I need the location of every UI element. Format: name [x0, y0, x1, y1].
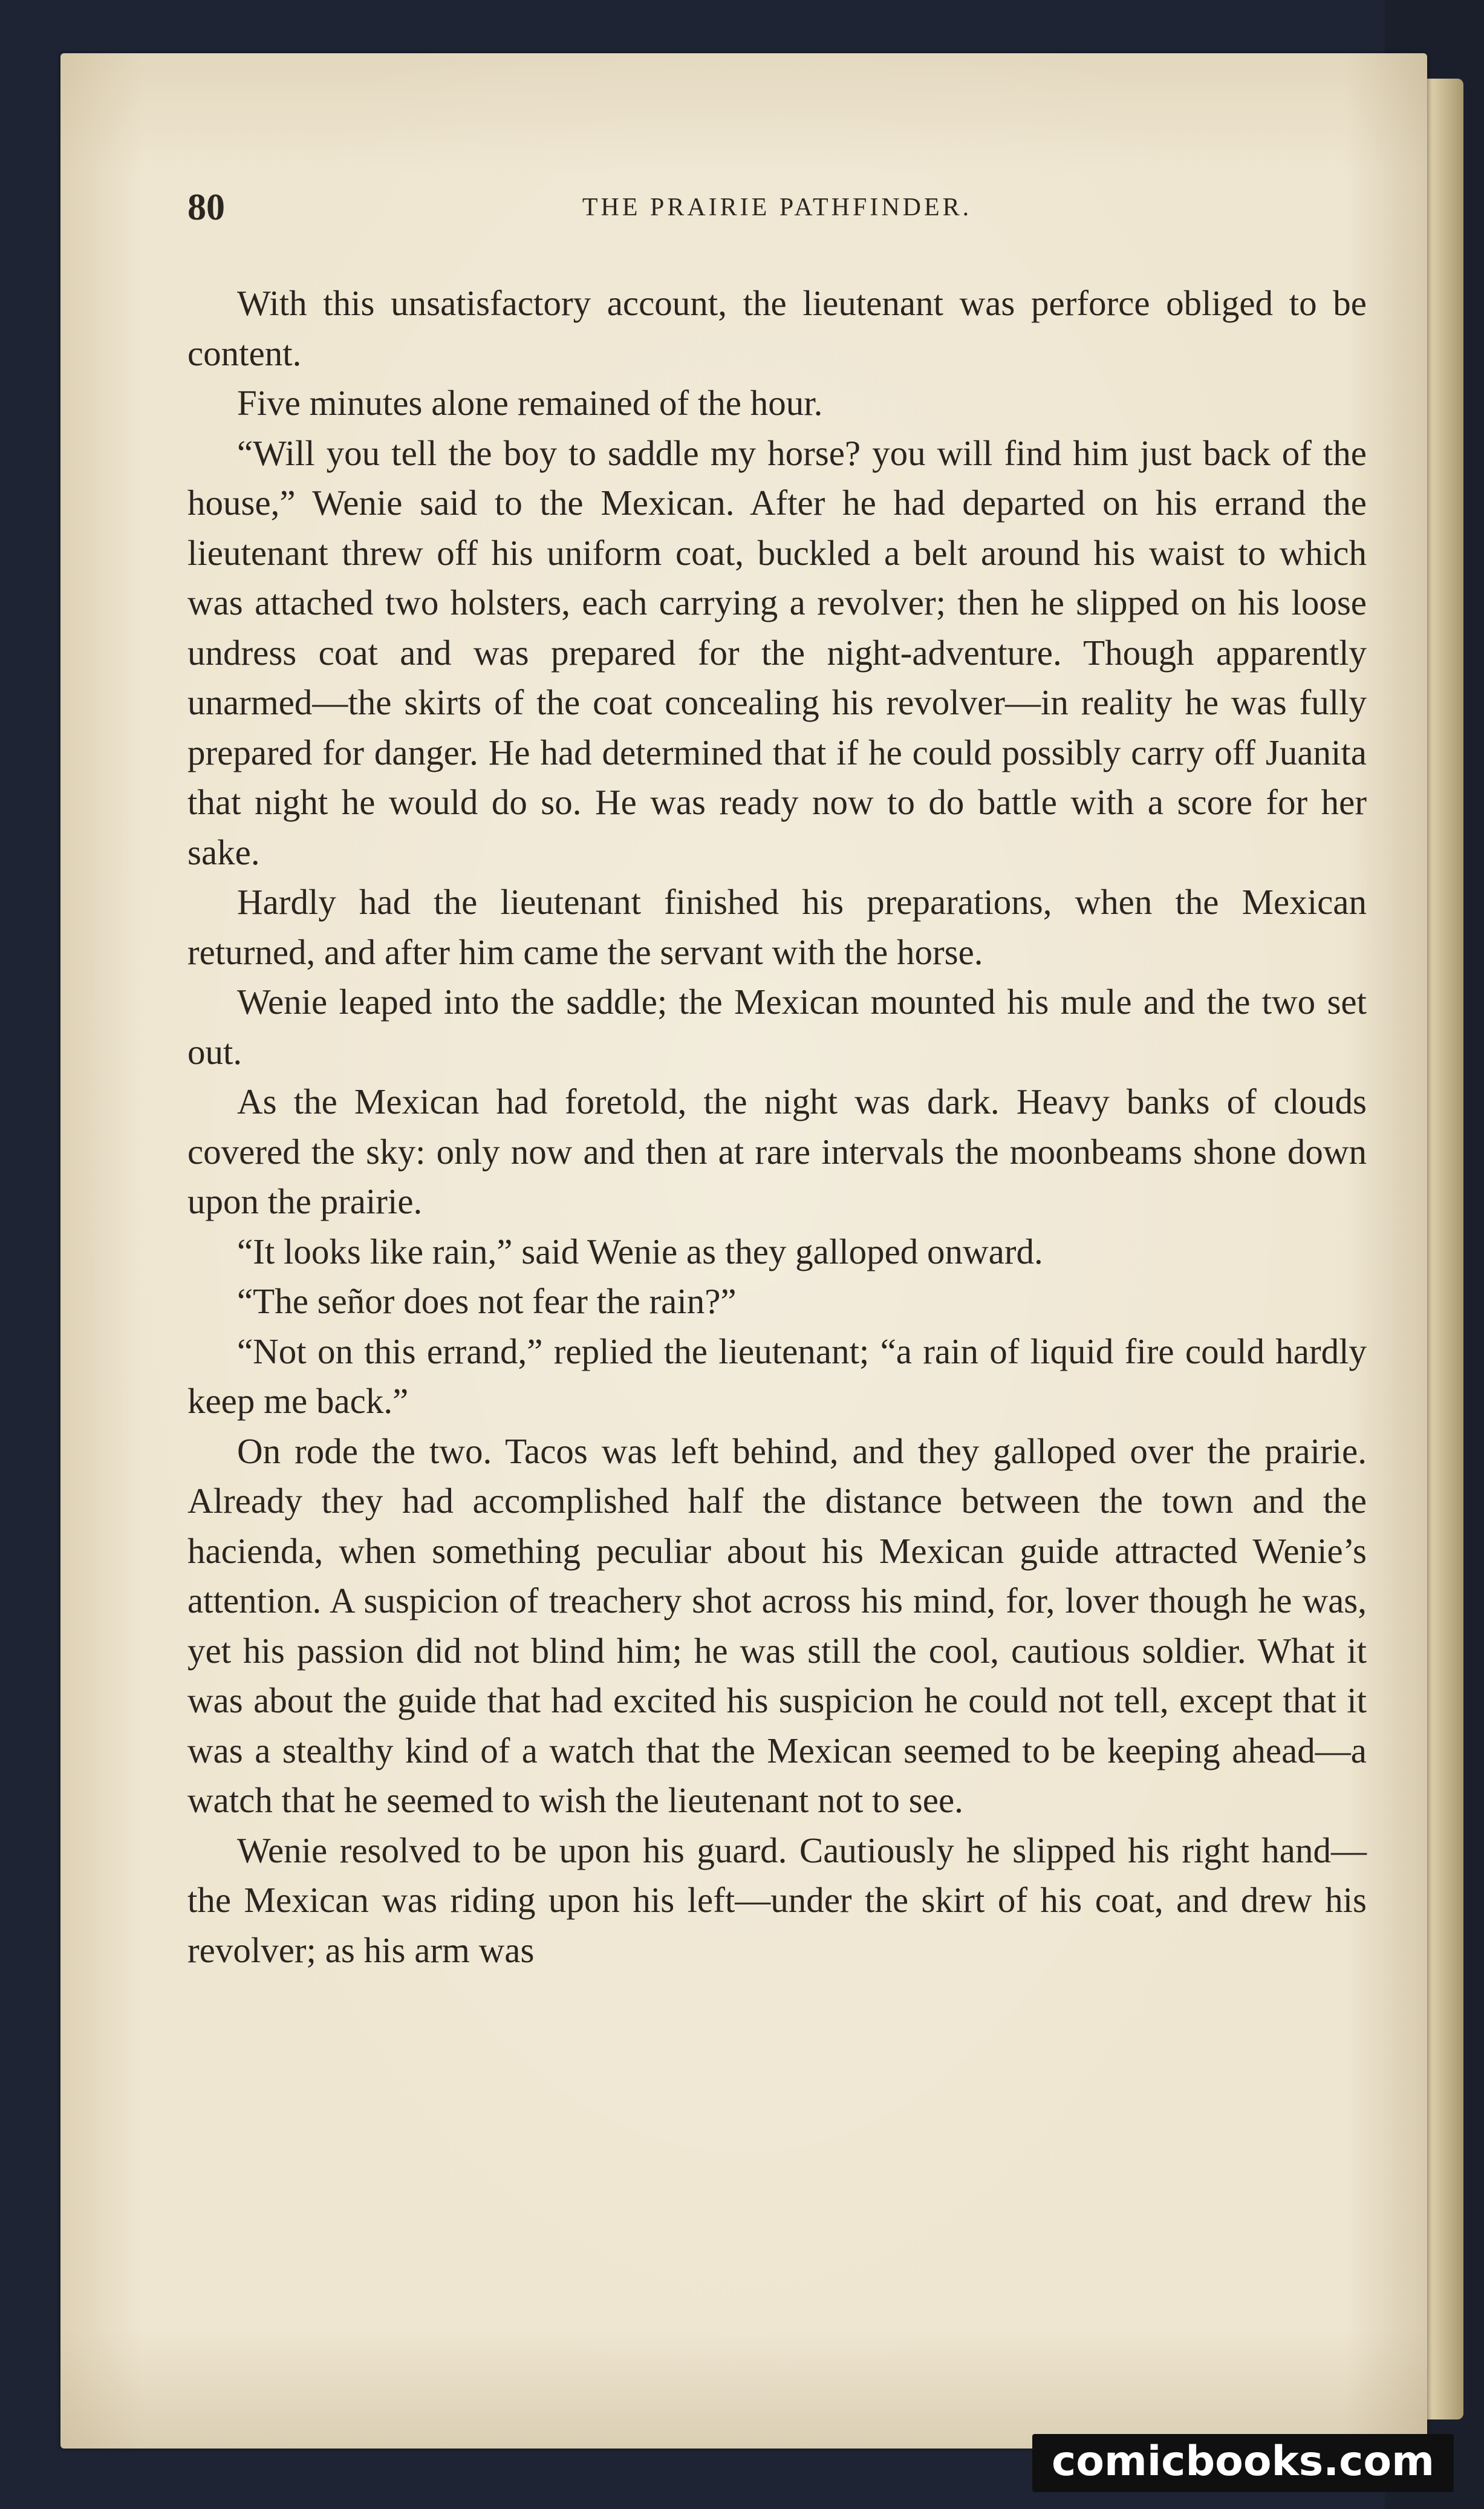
paragraph: Wenie resolved to be upon his guard. Cautiously he slipped his right hand—the Mexican was riding upon his left—under the skirt of his coat, and drew his revolver; as his arm was — [187, 1830, 1367, 1970]
watermark: comicbooks.com — [1032, 2434, 1454, 2492]
running-head — [187, 180, 1367, 235]
paragraph: Five minutes alone remained of the hour. — [237, 383, 823, 423]
paragraph: As the Mexican had foretold, the night was dark. Heavy banks of clouds covered the sky: only now and then at rare intervals the moonbeams shone down upon the prairie. — [187, 1082, 1367, 1221]
body-text — [187, 278, 1367, 1975]
paragraph: “The señor does not fear the rain?” — [237, 1281, 737, 1321]
paragraph: “Not on this errand,” replied the lieutenant; “a rain of liquid fire could hardly keep me back.” — [187, 1331, 1367, 1421]
paragraph: “It looks like rain,” said Wenie as they galloped onward. — [237, 1231, 1043, 1271]
paragraph: Hardly had the lieutenant finished his preparations, when the Mexican returned, and after him came the servant with the horse. — [187, 882, 1367, 972]
paragraph: With this unsatisfactory account, the lieutenant was perforce obliged to be content. — [187, 283, 1367, 373]
running-title: THE PRAIRIE PATHFINDER. — [582, 194, 972, 221]
paragraph: Wenie leaped into the saddle; the Mexican mounted his mule and the two set out. — [187, 982, 1367, 1072]
paragraph: On rode the two. Tacos was left behind, and they galloped over the prairie. Already they had accomplished half the distance between the town and the hacienda, when something peculiar about his Mexican guide attracted Wenie’s attention. A suspicion of treachery shot across his mind, for, lover though he was, yet his passion did not blind him; he was still the cool, cautious soldier. What it was about the guide that had excited his suspicion he could not tell, except that it was a stealthy kind of a watch that the Mexican seemed to be keeping ahead—a watch that he seemed to wish the lieutenant not to see. — [187, 1431, 1367, 1820]
paragraph: “Will you tell the boy to saddle my horse? you will find him just back of the house,” Wenie said to the Mexican. After he had departed on his errand the lieutenant threw off his uniform coat, buckled a belt around his waist to which was attached two holsters, each carrying a revolver; then he slipped on his loose undress coat and was prepared for the night-adventure. Though apparently unarmed—the skirts of the coat concealing his revolver—in reality he was fully prepared for danger. He had determined that if he could possibly carry off Juanita that night he would do so. He was ready now to do battle with a score for her sake. — [187, 432, 1367, 872]
page-number: 80 — [187, 187, 225, 228]
